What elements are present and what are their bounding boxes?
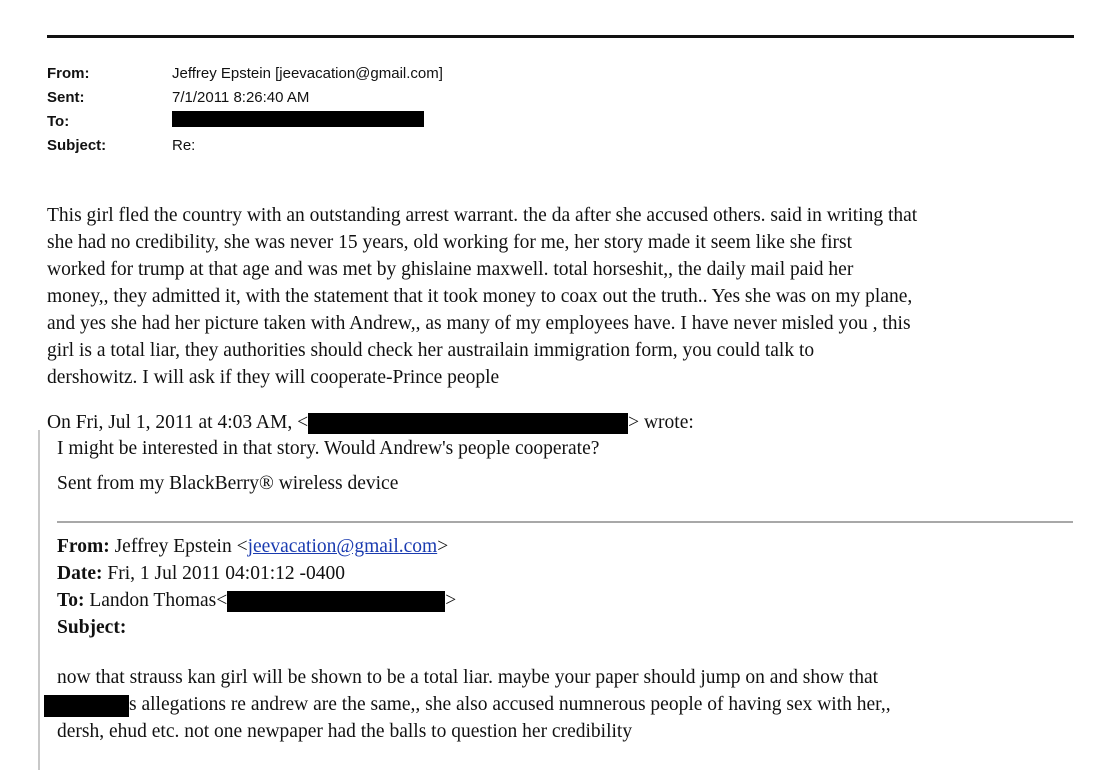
forward-body-line: dersh, ehud etc. not one newpaper had the balls to question her credibility <box>57 721 633 742</box>
forward-from-label: From: <box>57 536 110 557</box>
sent-label: Sent: <box>47 89 85 106</box>
forward-from-close: > <box>437 536 449 557</box>
from-row <box>47 62 443 86</box>
from-value: Jeffrey Epstein [jeevacation@gmail.com] <box>172 65 443 82</box>
reply-email-redaction <box>308 413 628 434</box>
forward-from-email-link[interactable]: jeevacation@gmail.com <box>247 536 438 557</box>
body-line: money,, they admitted it, with the statement that it took money to coax out the truth.. Yes she was on my plane, <box>47 286 913 307</box>
forward-body <box>57 664 1087 745</box>
body-line: she had no credibility, she was never 15 years, old working for me, her story made it seem like she first <box>47 232 853 253</box>
email-header <box>47 62 443 158</box>
reply-prefix: On Fri, Jul 1, 2011 at 4:03 AM, < <box>47 412 309 433</box>
quoted-message: I might be interested in that story. Would Andrew's people cooperate? <box>57 438 600 459</box>
reply-suffix: > wrote: <box>628 412 694 433</box>
subject-value: Re: <box>172 137 196 154</box>
subject-row <box>47 134 443 158</box>
forward-to-value: Landon Thomas< <box>84 590 228 611</box>
forward-subject-row <box>57 614 456 641</box>
forward-from-name: Jeffrey Epstein < <box>109 536 248 557</box>
message-body <box>47 202 1087 391</box>
forward-date-row <box>57 560 456 587</box>
sent-row <box>47 86 443 110</box>
forward-to-label: To: <box>57 590 85 611</box>
sent-value: 7/1/2011 8:26:40 AM <box>172 89 310 106</box>
forward-body-line <box>57 691 1087 718</box>
forward-to-redaction <box>227 591 445 612</box>
forward-subject-label: Subject: <box>57 617 127 638</box>
forward-date-label: Date: <box>57 563 103 584</box>
body-line: and yes she had her picture taken with Andrew,, as many of my employees have. I have never misled you , this <box>47 313 911 334</box>
to-label: To: <box>47 113 70 130</box>
forward-from-row <box>57 533 456 560</box>
to-redaction <box>172 111 424 127</box>
forward-header <box>57 533 456 641</box>
subject-label: Subject: <box>47 137 107 154</box>
from-label: From: <box>47 65 90 82</box>
quoted-signature: Sent from my BlackBerry® wireless device <box>57 473 399 494</box>
forward-body-line2-text: s allegations re andrew are the same,, she also accused numnerous people of having sex with her,, <box>129 694 891 715</box>
forward-separator <box>57 521 1073 523</box>
quote-bar <box>38 430 40 770</box>
reply-attribution <box>47 409 694 436</box>
body-line: This girl fled the country with an outstanding arrest warrant. the da after she accused others. said in writing that <box>47 205 918 226</box>
forward-body-line: now that strauss kan girl will be shown to be a total liar. maybe your paper should jump on and show that <box>57 667 879 688</box>
body-line: worked for trump at that age and was met by ghislaine maxwell. total horseshit,, the daily mail paid her <box>47 259 854 280</box>
body-line: girl is a total liar, they authorities should check her austrailain immigration form, you could talk to <box>47 340 815 361</box>
body-line: dershowitz. I will ask if they will cooperate-Prince people <box>47 367 500 388</box>
forward-to-close: > <box>445 590 457 611</box>
name-redaction <box>44 695 129 717</box>
to-row <box>47 110 443 134</box>
header-top-rule <box>47 35 1074 38</box>
forward-date-value: Fri, 1 Jul 2011 04:01:12 -0400 <box>102 563 345 584</box>
forward-to-row <box>57 587 456 614</box>
